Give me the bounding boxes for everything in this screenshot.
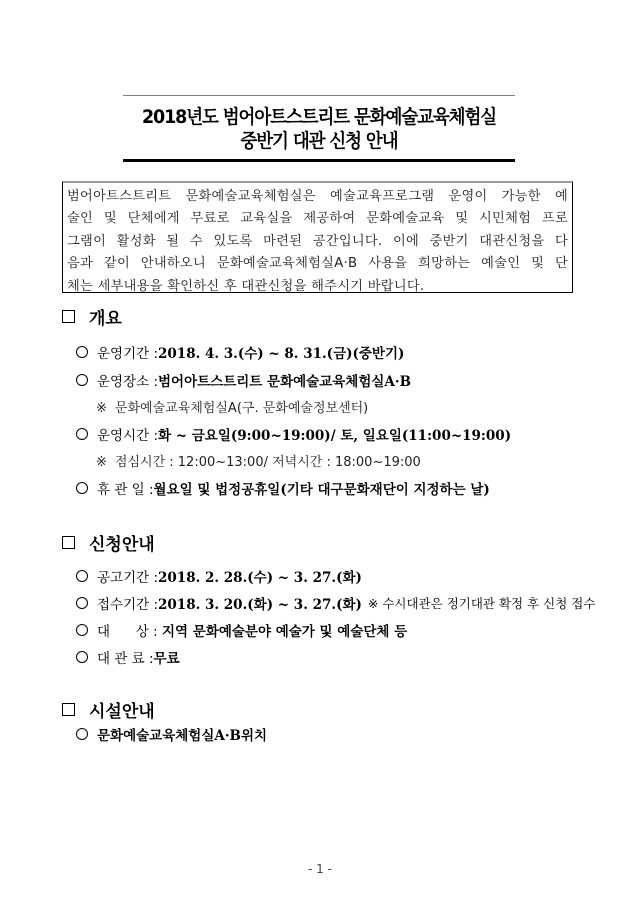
square-bullet-icon <box>62 703 75 716</box>
section-header-overview <box>62 304 122 329</box>
item-value: 범어아트스트리트 문화예술교육체험실A·B <box>158 374 411 390</box>
reference-mark-icon: ※ <box>96 401 107 416</box>
item-label: 공고기간 : <box>97 570 159 586</box>
list-item-notice-period <box>76 566 362 586</box>
item-label: 대 상 : <box>97 624 162 640</box>
section-header-application <box>62 530 155 555</box>
intro-line: 체는 세부내용을 확인하신 후 대관신청을 해주시기 바랍니다. <box>67 278 425 294</box>
circle-bullet-icon <box>76 374 88 386</box>
list-item-operation-hours <box>76 424 511 444</box>
page-number: - 1 - <box>308 862 332 876</box>
circle-bullet-icon <box>76 570 88 582</box>
section-header-facility <box>62 697 155 722</box>
item-value: 2018. 4. 3.(수) ~ 8. 31.(금)(중반기) <box>158 346 405 362</box>
intro-line: 범어아트스트리트 문화예술교육체험실은 예술교육프로그램 운영이 가능한 예 <box>67 189 568 204</box>
item-label: 접수기간 : <box>97 597 159 613</box>
sub-note-hours <box>96 451 421 470</box>
item-value: 무료 <box>153 651 180 667</box>
item-value: 문화예술교육체험실A·B위치 <box>97 728 268 744</box>
intro-line: 술인 및 단체에게 무료로 교육실을 제공하여 문화예술교육 및 시민체험 프로 <box>67 211 568 227</box>
item-label: 운영시간 : <box>97 428 159 444</box>
list-item-operation-place <box>76 370 411 390</box>
sub-note-place <box>96 397 368 416</box>
circle-bullet-icon <box>76 428 88 440</box>
title-line-2: 중반기 대관 신청 안내 <box>240 130 398 152</box>
reference-mark-icon: ※ <box>96 455 107 470</box>
item-label: 휴 관 일 : <box>97 482 154 498</box>
item-value: 2018. 3. 20.(화) ~ 3. 27.(화) <box>158 597 362 613</box>
circle-bullet-icon <box>76 597 88 609</box>
title-line-1: 2018년도 범어아트스트리트 문화예술교육체험실 <box>141 106 497 128</box>
section-title: 신청안내 <box>89 535 155 555</box>
square-bullet-icon <box>62 536 75 549</box>
item-value: 지역 문화예술분야 예술가 및 예술단체 등 <box>161 624 408 640</box>
list-item-rental-fee <box>76 647 180 667</box>
item-label: 운영기간 : <box>97 346 159 362</box>
sub-note-text: 점심시간 : 12:00~13:00/ 저녁시간 : 18:00~19:00 <box>114 455 421 470</box>
list-item-operation-period <box>76 342 404 362</box>
item-note: ※ 수시대관은 정기대관 확정 후 신청 접수 <box>367 596 596 611</box>
intro-line: 음과 같이 안내하오니 문화예술교육체험실A·B 사용을 희망하는 예술인 및 단 <box>67 256 568 272</box>
document-title <box>123 95 515 162</box>
item-label: 대 관 료 : <box>97 651 154 667</box>
intro-box <box>62 181 573 293</box>
item-label: 운영장소 : <box>97 374 159 390</box>
circle-bullet-icon <box>76 651 88 663</box>
list-item-closed-days <box>76 478 490 498</box>
item-value: 월요일 및 법정공휴일(기타 대구문화재단이 지정하는 날) <box>153 482 490 498</box>
section-title: 시설안내 <box>89 702 155 722</box>
square-bullet-icon <box>62 310 75 323</box>
item-value: 2018. 2. 28.(수) ~ 3. 27.(화) <box>158 570 362 586</box>
circle-bullet-icon <box>76 346 88 358</box>
list-item-reception-period <box>76 593 595 613</box>
list-item-facility-location <box>76 724 267 744</box>
item-value: 화 ~ 금요일(9:00~19:00)/ 토, 일요일(11:00~19:00) <box>158 428 512 444</box>
section-title: 개요 <box>89 309 122 329</box>
circle-bullet-icon <box>76 624 88 636</box>
circle-bullet-icon <box>76 728 88 740</box>
intro-line: 그램이 활성화 될 수 있도록 마련된 공간입니다. 이에 중반기 대관신청을 다 <box>67 233 568 249</box>
sub-note-text: 문화예술교육체험실A(구. 문화예술정보센터) <box>114 401 369 416</box>
circle-bullet-icon <box>76 482 88 494</box>
list-item-target <box>76 620 407 640</box>
